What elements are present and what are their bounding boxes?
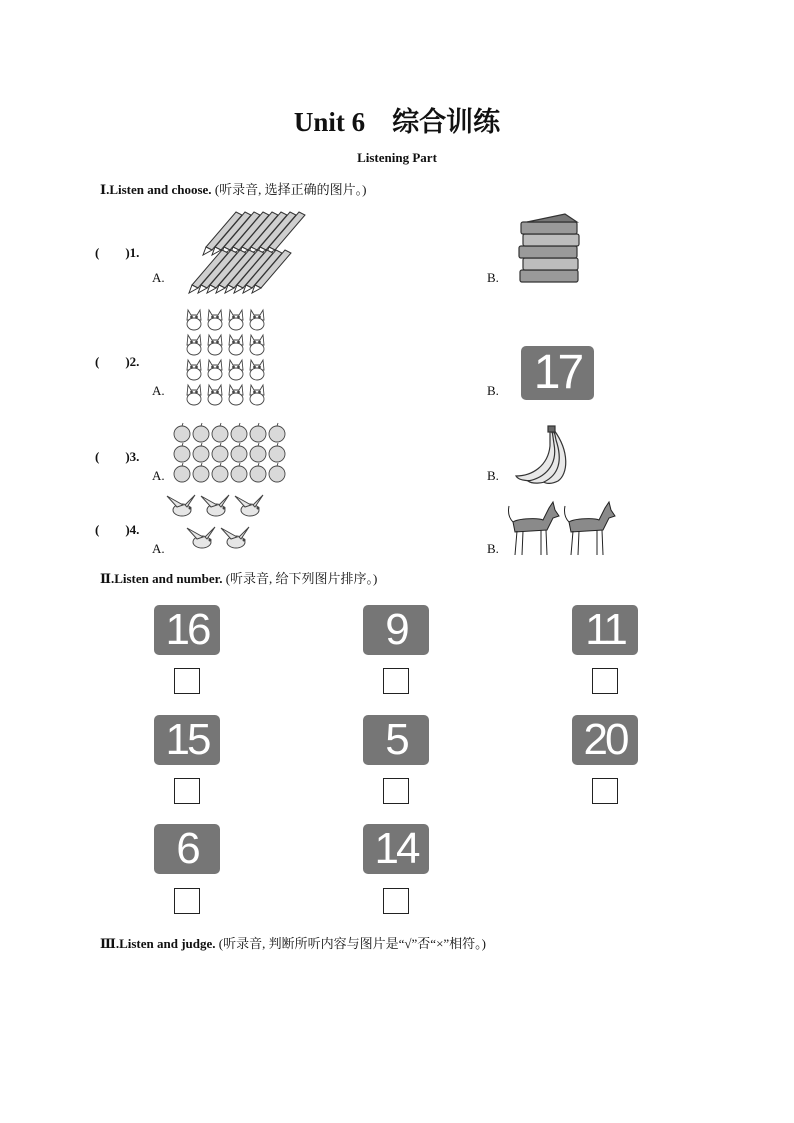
q3-option-a-label: A. [152, 468, 165, 483]
section-3-roman: Ⅲ. [100, 936, 120, 951]
q2-option-a-label: A. [152, 383, 165, 398]
q1-option-b-label: B. [487, 270, 499, 285]
q4-option-b-label: B. [487, 541, 499, 556]
question-1-number: ( )1. [95, 245, 140, 260]
question-3-number: ( )3. [95, 449, 140, 464]
number-tile: 9 [363, 605, 429, 655]
answer-blank[interactable]: ( ) [95, 245, 130, 260]
page-subtitle: Listening Part [357, 150, 437, 165]
section-2-roman: Ⅱ. [100, 571, 115, 586]
page-title: Unit 6 综合训练 [293, 107, 501, 137]
number-tile: 5 [363, 715, 429, 765]
number-answer-box[interactable] [592, 668, 618, 694]
section-2-heading [100, 568, 377, 587]
number-tile: 14 [363, 824, 429, 874]
birds-picture [165, 494, 270, 556]
section-1-instruction-en: Listen and choose. [109, 182, 212, 197]
number-answer-box[interactable] [383, 668, 409, 694]
q3-option-b-label: B. [487, 468, 499, 483]
number-tile: 15 [154, 715, 220, 765]
q1-option-a-label: A. [152, 270, 165, 285]
number-tile-17: 17 [521, 346, 594, 400]
number-tile: 16 [154, 605, 220, 655]
question-4-number: ( )4. [95, 522, 140, 537]
apples-picture [172, 424, 292, 486]
section-1-roman: Ⅰ. [100, 182, 110, 197]
section-2-instruction-cn: (听录音, 给下列图片排序。) [222, 571, 378, 586]
section-2-instruction-en: Listen and number. [114, 571, 223, 586]
dogs-picture [505, 500, 620, 558]
answer-blank[interactable]: ( ) [95, 354, 130, 369]
bananas-picture [512, 426, 568, 484]
number-answer-box[interactable] [383, 778, 409, 804]
number-answer-box[interactable] [174, 668, 200, 694]
section-3-heading [100, 933, 486, 952]
number-tile: 6 [154, 824, 220, 874]
q2-option-b-label: B. [487, 383, 499, 398]
section-1-heading [100, 179, 366, 198]
section-3-instruction-cn: (听录音, 判断所听内容与图片是“√”否“×”相符。) [215, 936, 487, 951]
number-answer-box[interactable] [174, 888, 200, 914]
answer-blank[interactable]: ( ) [95, 522, 130, 537]
pencils-picture [172, 210, 282, 290]
cats-picture [184, 306, 274, 410]
q4-option-a-label: A. [152, 541, 165, 556]
section-1-instruction-cn: (听录音, 选择正确的图片。) [211, 182, 367, 197]
question-2-number: ( )2. [95, 354, 140, 369]
number-answer-box[interactable] [592, 778, 618, 804]
number-tile: 20 [572, 715, 638, 765]
number-answer-box[interactable] [383, 888, 409, 914]
section-3-instruction-en: Listen and judge. [119, 936, 216, 951]
number-tile: 11 [572, 605, 638, 655]
number-answer-box[interactable] [174, 778, 200, 804]
answer-blank[interactable]: ( ) [95, 449, 130, 464]
books-picture [515, 212, 585, 287]
